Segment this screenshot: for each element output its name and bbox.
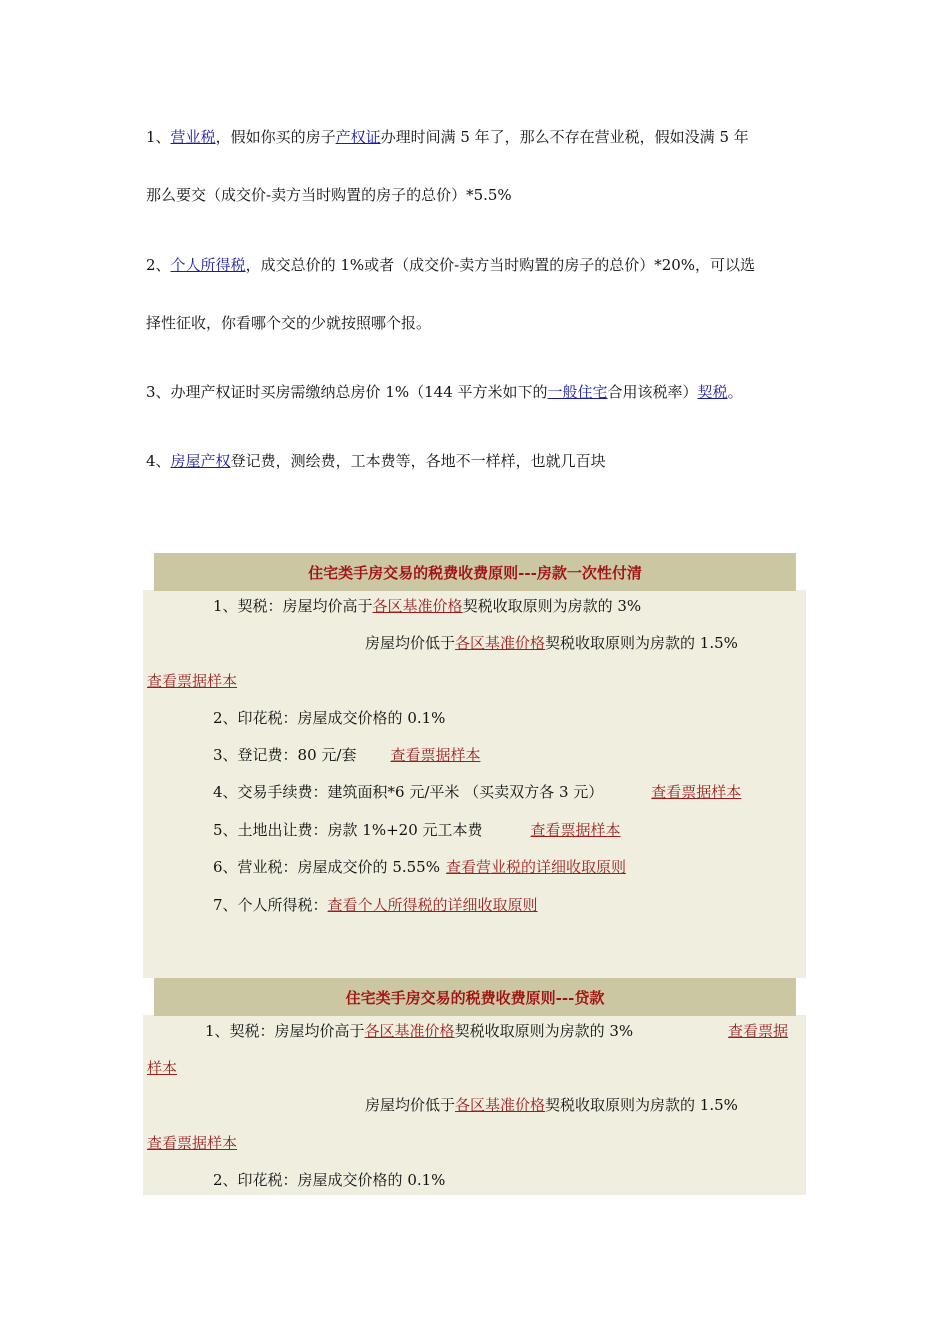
row-text: 4、交易手续费：建筑面积*6 元/平米 （买卖双方各 3 元） <box>213 783 604 801</box>
s2-row-sample-link <box>147 1133 237 1153</box>
link-business-tax[interactable]: 营业税 <box>170 128 216 146</box>
s2-row-stamp-tax: 2、印花税：房屋成交价格的 0.1% <box>213 1171 446 1189</box>
link-view-receipt-sample[interactable]: 查看票据样本 <box>390 746 481 764</box>
link-business-tax-rules[interactable]: 查看营业税的详细收取原则 <box>445 858 626 876</box>
row-text: 1、契税：房屋均价高于 <box>213 597 373 615</box>
row-text: 契税收取原则为房款的 1.5% <box>545 1096 738 1114</box>
link-personal-income-tax[interactable]: 个人所得税 <box>170 256 246 274</box>
link-property-rights[interactable]: 房屋产权 <box>170 452 231 470</box>
s1-row-stamp-tax: 2、印花税：房屋成交价格的 0.1% <box>213 709 446 727</box>
link-view-receipt-sample[interactable]: 查看票据样本 <box>530 821 621 839</box>
row-text: 房屋均价低于 <box>365 634 456 652</box>
paragraph-text: ，假如你买的房子 <box>215 128 336 146</box>
link-view-receipt-sample[interactable]: 样本 <box>147 1059 178 1077</box>
paragraph-2-continued: 择性征收，你看哪个交的少就按照哪个报。 <box>146 314 432 332</box>
s2-row-sample-link-part1 <box>728 1021 788 1041</box>
link-view-receipt-sample[interactable]: 查看票据样本 <box>147 672 238 690</box>
s1-row-registration-fee <box>213 745 480 765</box>
link-district-base-price[interactable]: 各区基准价格 <box>364 1022 455 1040</box>
paragraph-2 <box>146 255 755 275</box>
s1-row-sample-link <box>147 671 237 691</box>
link-view-receipt-sample[interactable]: 查看票据 <box>728 1022 789 1040</box>
row-text: 房屋均价低于 <box>365 1096 456 1114</box>
row-text: 契税收取原则为房款的 3% <box>454 1022 634 1040</box>
s2-row-deed-tax-high <box>205 1021 633 1041</box>
item-number: 1、 <box>146 128 171 146</box>
row-text: 契税收取原则为房款的 1.5% <box>545 634 738 652</box>
s1-row-business-tax <box>213 857 626 877</box>
row-text: 契税收取原则为房款的 3% <box>462 597 642 615</box>
s1-row-deed-tax-high <box>213 596 641 616</box>
link-view-receipt-sample[interactable]: 查看票据样本 <box>147 1134 238 1152</box>
section-2-box <box>143 1015 806 1195</box>
s1-row-transaction-fee <box>213 782 741 802</box>
section-1-box <box>143 590 806 978</box>
row-text: 3、登记费：80 元/套 <box>213 746 357 764</box>
s1-row-land-fee <box>213 820 621 840</box>
s2-row-sample-link-part2 <box>147 1058 177 1078</box>
paragraph-text: 3、办理产权证时买房需缴纳总房价 1%（144 平方米如下的 <box>146 383 548 401</box>
s1-row-deed-tax-low <box>365 633 738 653</box>
paragraph-text: 办理时间满 5 年了，那么不存在营业税，假如没满 5 年 <box>380 128 749 146</box>
paragraph-text: 。 <box>727 383 743 401</box>
paragraph-1-continued: 那么要交（成交价-卖方当时购置的房子的总价）*5.5% <box>146 186 512 204</box>
link-ordinary-housing[interactable]: 一般住宅 <box>547 383 608 401</box>
s2-row-deed-tax-low <box>365 1095 738 1115</box>
row-text: 7、个人所得税： <box>213 896 328 914</box>
row-text: 6、营业税：房屋成交价的 5.55% <box>213 858 440 876</box>
row-text: 5、土地出让费：房款 1%+20 元工本费 <box>213 821 483 839</box>
link-district-base-price[interactable]: 各区基准价格 <box>372 597 463 615</box>
section-1-title: 住宅类手房交易的税费收费原则---房款一次性付清 <box>154 553 796 591</box>
paragraph-4 <box>146 451 606 471</box>
paragraph-1 <box>146 127 749 147</box>
paragraph-3 <box>146 382 743 402</box>
link-income-tax-rules[interactable]: 查看个人所得税的详细收取原则 <box>327 896 538 914</box>
s1-row-income-tax <box>213 895 538 915</box>
link-view-receipt-sample[interactable]: 查看票据样本 <box>651 783 742 801</box>
row-text: 1、契税：房屋均价高于 <box>205 1022 365 1040</box>
paragraph-text: ，成交总价的 1%或者（成交价-卖方当时购置的房子的总价）*20%，可以选 <box>245 256 756 274</box>
paragraph-text: 合用该税率） <box>607 383 698 401</box>
item-number: 2、 <box>146 256 171 274</box>
section-2-title: 住宅类手房交易的税费收费原则---贷款 <box>154 978 796 1016</box>
link-property-certificate[interactable]: 产权证 <box>335 128 381 146</box>
item-number: 4、 <box>146 452 171 470</box>
link-district-base-price[interactable]: 各区基准价格 <box>455 1096 546 1114</box>
link-district-base-price[interactable]: 各区基准价格 <box>455 634 546 652</box>
link-deed-tax[interactable]: 契税 <box>697 383 728 401</box>
paragraph-text: 登记费，测绘费，工本费等，各地不一样样，也就几百块 <box>230 452 606 470</box>
